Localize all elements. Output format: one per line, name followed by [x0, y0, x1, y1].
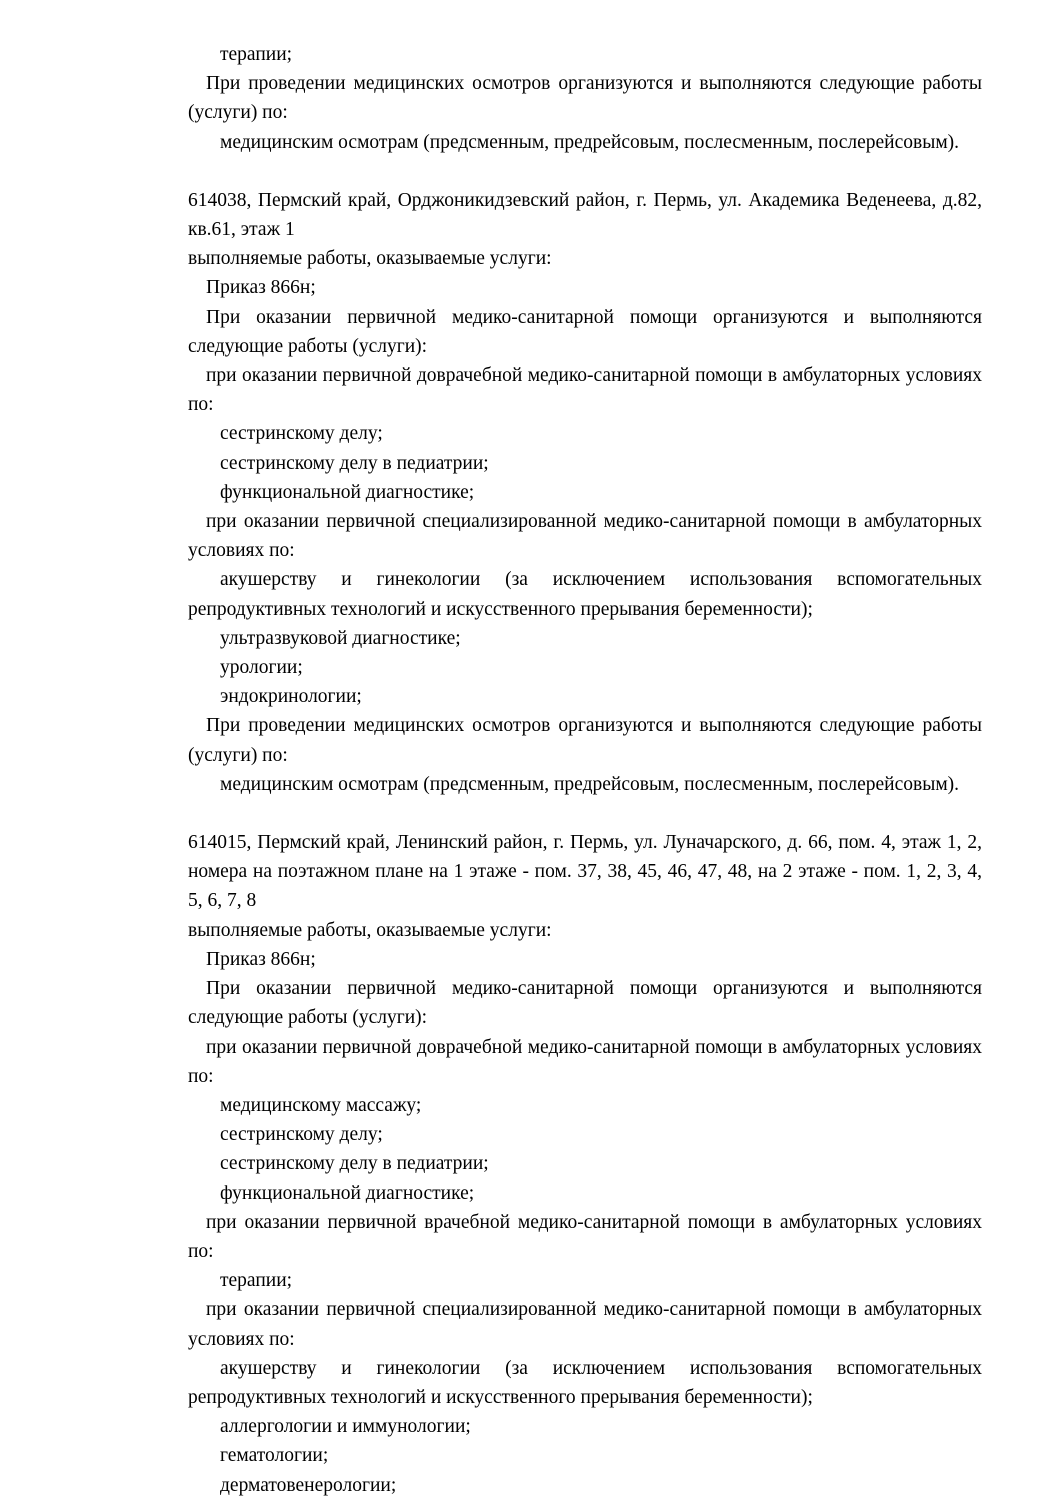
document-paragraph: 614038, Пермский край, Орджоникидзевский район, г. Пермь, ул. Академика Веденеева, д.82, кв.61, этаж 1	[188, 189, 982, 241]
document-paragraph: сестринскому делу в педиатрии;	[220, 452, 489, 474]
paragraph-spacer	[188, 799, 982, 828]
document-paragraph: выполняемые работы, оказываемые услуги:	[188, 248, 552, 270]
document-block	[188, 828, 982, 1500]
document-paragraph: акушерству и гинекологии (за исключением использования вспомогательных репродуктивных технологий и искусственного прерывания беременности);	[188, 569, 982, 620]
document-paragraph: медицинским осмотрам (предсменным, предрейсовым, послесменным, послерейсовым).	[220, 131, 960, 153]
document-paragraph: 614015, Пермский край, Ленинский район, г. Пермь, ул. Луначарского, д. 66, пом. 4, этаж 1, 2, номера на поэтажном плане на 1 этаже - пом. 37, 38, 45, 46, 47, 48, на 2 этаже - пом. 1, 2, 3, 4, 5, 6, 7, 8	[188, 832, 982, 912]
document-paragraph: терапии;	[220, 1270, 293, 1292]
document-paragraph: акушерству и гинекологии (за исключением использования вспомогательных репродуктивных технологий и искусственного прерывания беременности);	[188, 1357, 982, 1408]
document-paragraph: медицинскому массажу;	[220, 1094, 422, 1116]
document-paragraph: ультразвуковой диагностике;	[220, 627, 461, 649]
document-paragraph: выполняемые работы, оказываемые услуги:	[188, 919, 552, 941]
document-block	[188, 40, 982, 157]
document-paragraph: терапии;	[220, 44, 293, 65]
document-paragraph: гематологии;	[220, 1445, 329, 1467]
document-paragraph: при оказании первичной специализированной медико-санитарной помощи в амбулаторных условиях по:	[188, 1299, 982, 1350]
paragraph-spacer	[188, 157, 982, 186]
document-paragraph: функциональной диагностике;	[220, 1182, 475, 1204]
document-paragraph: при оказании первичной доврачебной медико-санитарной помощи в амбулаторных условиях по:	[188, 365, 982, 416]
document-paragraph: сестринскому делу в педиатрии;	[220, 1153, 489, 1175]
document-paragraph: Приказ 866н;	[206, 948, 316, 970]
document-paragraph: функциональной диагностике;	[220, 481, 475, 503]
document-paragraph: При оказании первичной медико-санитарной помощи организуются и выполняются следующие работы (услуги):	[188, 306, 982, 357]
document-paragraph: эндокринологии;	[220, 686, 362, 708]
document-paragraph: при оказании первичной специализированной медико-санитарной помощи в амбулаторных условиях по:	[188, 511, 982, 562]
document-body	[188, 40, 982, 1500]
document-paragraph: дерматовенерологии;	[220, 1474, 397, 1496]
document-paragraph: Приказ 866н;	[206, 277, 316, 299]
document-paragraph: сестринскому делу;	[220, 1124, 383, 1146]
document-block	[188, 186, 982, 799]
document-paragraph: При проведении медицинских осмотров организуются и выполняются следующие работы (услуги) по:	[188, 73, 982, 124]
document-paragraph: урологии;	[220, 657, 303, 679]
document-paragraph: медицинским осмотрам (предсменным, предрейсовым, послесменным, послерейсовым).	[220, 773, 960, 795]
document-paragraph: при оказании первичной врачебной медико-санитарной помощи в амбулаторных условиях по:	[188, 1211, 982, 1262]
document-paragraph: При проведении медицинских осмотров организуются и выполняются следующие работы (услуги) по:	[188, 715, 982, 766]
document-paragraph: аллергологии и иммунологии;	[220, 1416, 471, 1438]
document-paragraph: при оказании первичной доврачебной медико-санитарной помощи в амбулаторных условиях по:	[188, 1036, 982, 1087]
document-paragraph: При оказании первичной медико-санитарной помощи организуются и выполняются следующие работы (услуги):	[188, 978, 982, 1029]
document-paragraph: сестринскому делу;	[220, 423, 383, 445]
